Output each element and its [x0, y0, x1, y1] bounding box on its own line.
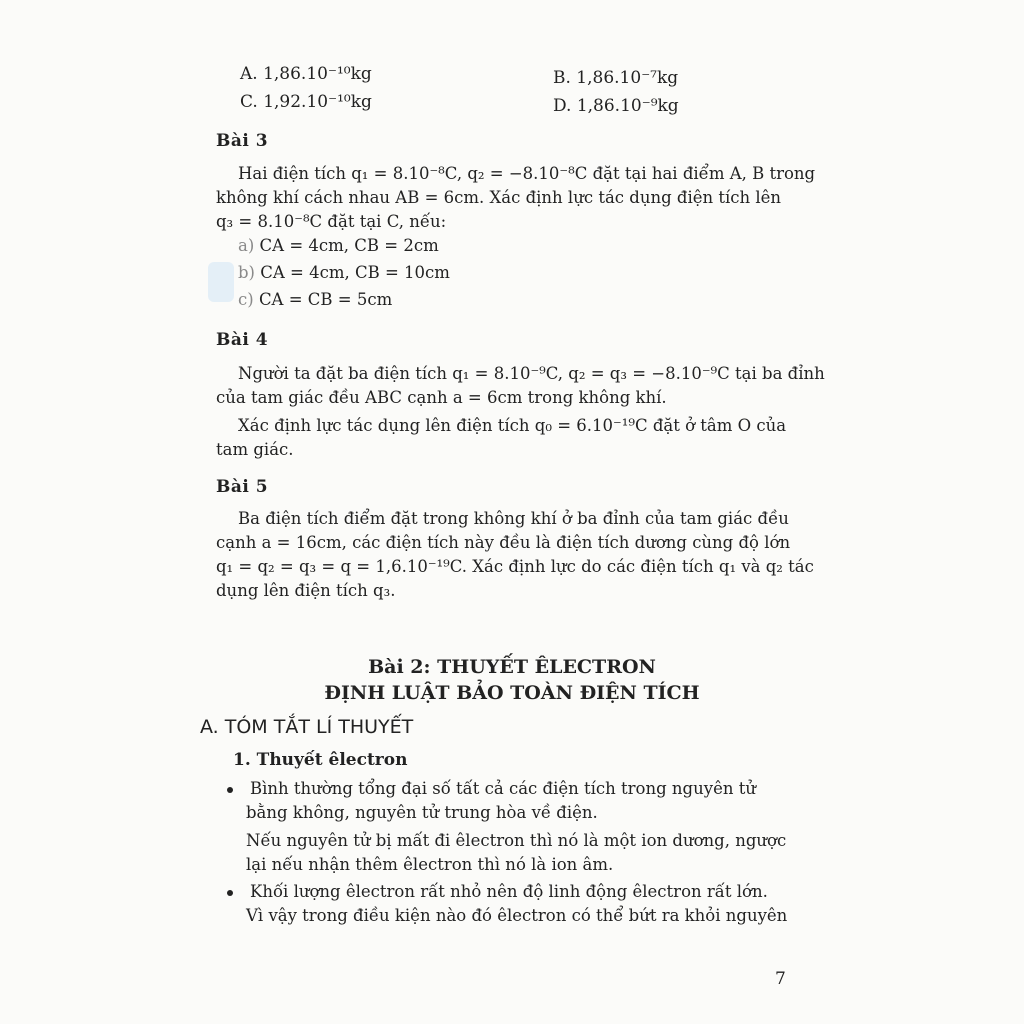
bai5-line: q₁ = q₂ = q₃ = q = 1,6.10⁻¹⁹C. Xác định lực do các điện tích q₁ và q₂ tác [216, 557, 814, 576]
bai5-heading: Bài 5 [216, 477, 269, 497]
scan-smudge [208, 262, 234, 302]
item-text: CA = CB = 5cm [258, 290, 393, 309]
bai4-question [216, 414, 794, 462]
bullet-item-1 [230, 777, 795, 825]
bullet-line: Khối lượng êlectron rất nhỏ nên độ linh động êlectron rất lớn. [250, 882, 768, 901]
item-text: CA = 4cm, CB = 10cm [260, 263, 450, 282]
section-a-heading: A. TÓM TẮT LÍ THUYẾT [200, 716, 414, 738]
bai3-line: không khí cách nhau AB = 6cm. Xác định lực tác dụng điện tích lên [216, 188, 782, 207]
bai4-statement [216, 362, 825, 410]
bullet-line: bằng không, nguyên tử trung hòa về điện. [246, 803, 598, 822]
bai3-statement [216, 162, 816, 234]
bai4-line: của tam giác đều ABC cạnh a = 6cm trong không khí. [216, 388, 667, 407]
bullet-line: lại nếu nhận thêm êlectron thì nó là ion âm. [246, 855, 614, 874]
item-label: c) [238, 290, 254, 309]
bai5-statement [216, 507, 814, 603]
bai4-line: Người ta đặt ba điện tích q₁ = 8.10⁻⁹C, q₂ = q₃ = −8.10⁻⁹C tại ba đỉnh [238, 364, 825, 383]
bullet-line: Vì vậy trong điều kiện nào đó êlectron có thể bứt ra khỏi nguyên [246, 906, 788, 925]
bullet-dot [227, 787, 233, 793]
bullet-line: Bình thường tổng đại số tất cả các điện tích trong nguyên tử [250, 779, 756, 798]
bai5-line: Ba điện tích điểm đặt trong không khí ở ba đỉnh của tam giác đều [238, 509, 789, 528]
answer-option-b: B. 1,86.10⁻⁷kg [553, 68, 679, 88]
bullet-item-1-continued [230, 829, 795, 877]
bai4-line: tam giác. [216, 440, 294, 459]
answer-option-d: D. 1,86.10⁻⁹kg [553, 96, 679, 116]
bai3-item-a [238, 236, 439, 255]
answer-option-c: C. 1,92.10⁻¹⁰kg [240, 92, 372, 112]
bai3-line: q₃ = 8.10⁻⁸C đặt tại C, nếu: [216, 212, 447, 231]
item-label: a) [238, 236, 255, 255]
bai5-line: dụng lên điện tích q₃. [216, 581, 396, 600]
bai4-heading: Bài 4 [216, 330, 269, 350]
answer-option-a: A. 1,86.10⁻¹⁰kg [240, 64, 372, 84]
page-number: 7 [775, 969, 786, 989]
bai5-line: cạnh a = 16cm, các điện tích này đều là điện tích dương cùng độ lớn [216, 533, 791, 552]
bullet-item-2 [230, 880, 795, 928]
bai3-item-c [238, 290, 392, 309]
chapter-title-line1: Bài 2: THUYẾT ÊLECTRON [368, 656, 656, 678]
bai3-item-b [238, 263, 450, 282]
bullet-dot [227, 890, 233, 896]
bai3-heading: Bài 3 [216, 131, 269, 151]
bullet-line: Nếu nguyên tử bị mất đi êlectron thì nó là một ion dương, ngược [246, 831, 787, 850]
item-text: CA = 4cm, CB = 2cm [259, 236, 439, 255]
bai3-line: Hai điện tích q₁ = 8.10⁻⁸C, q₂ = −8.10⁻⁸C đặt tại hai điểm A, B trong [238, 164, 816, 183]
item-label: b) [238, 263, 255, 282]
chapter-title-line2: ĐỊNH LUẬT BẢO TOÀN ĐIỆN TÍCH [324, 682, 700, 704]
bai4-line: Xác định lực tác dụng lên điện tích q₀ = 6.10⁻¹⁹C đặt ở tâm O của [238, 416, 787, 435]
subsection-heading: 1. Thuyết êlectron [233, 750, 408, 770]
